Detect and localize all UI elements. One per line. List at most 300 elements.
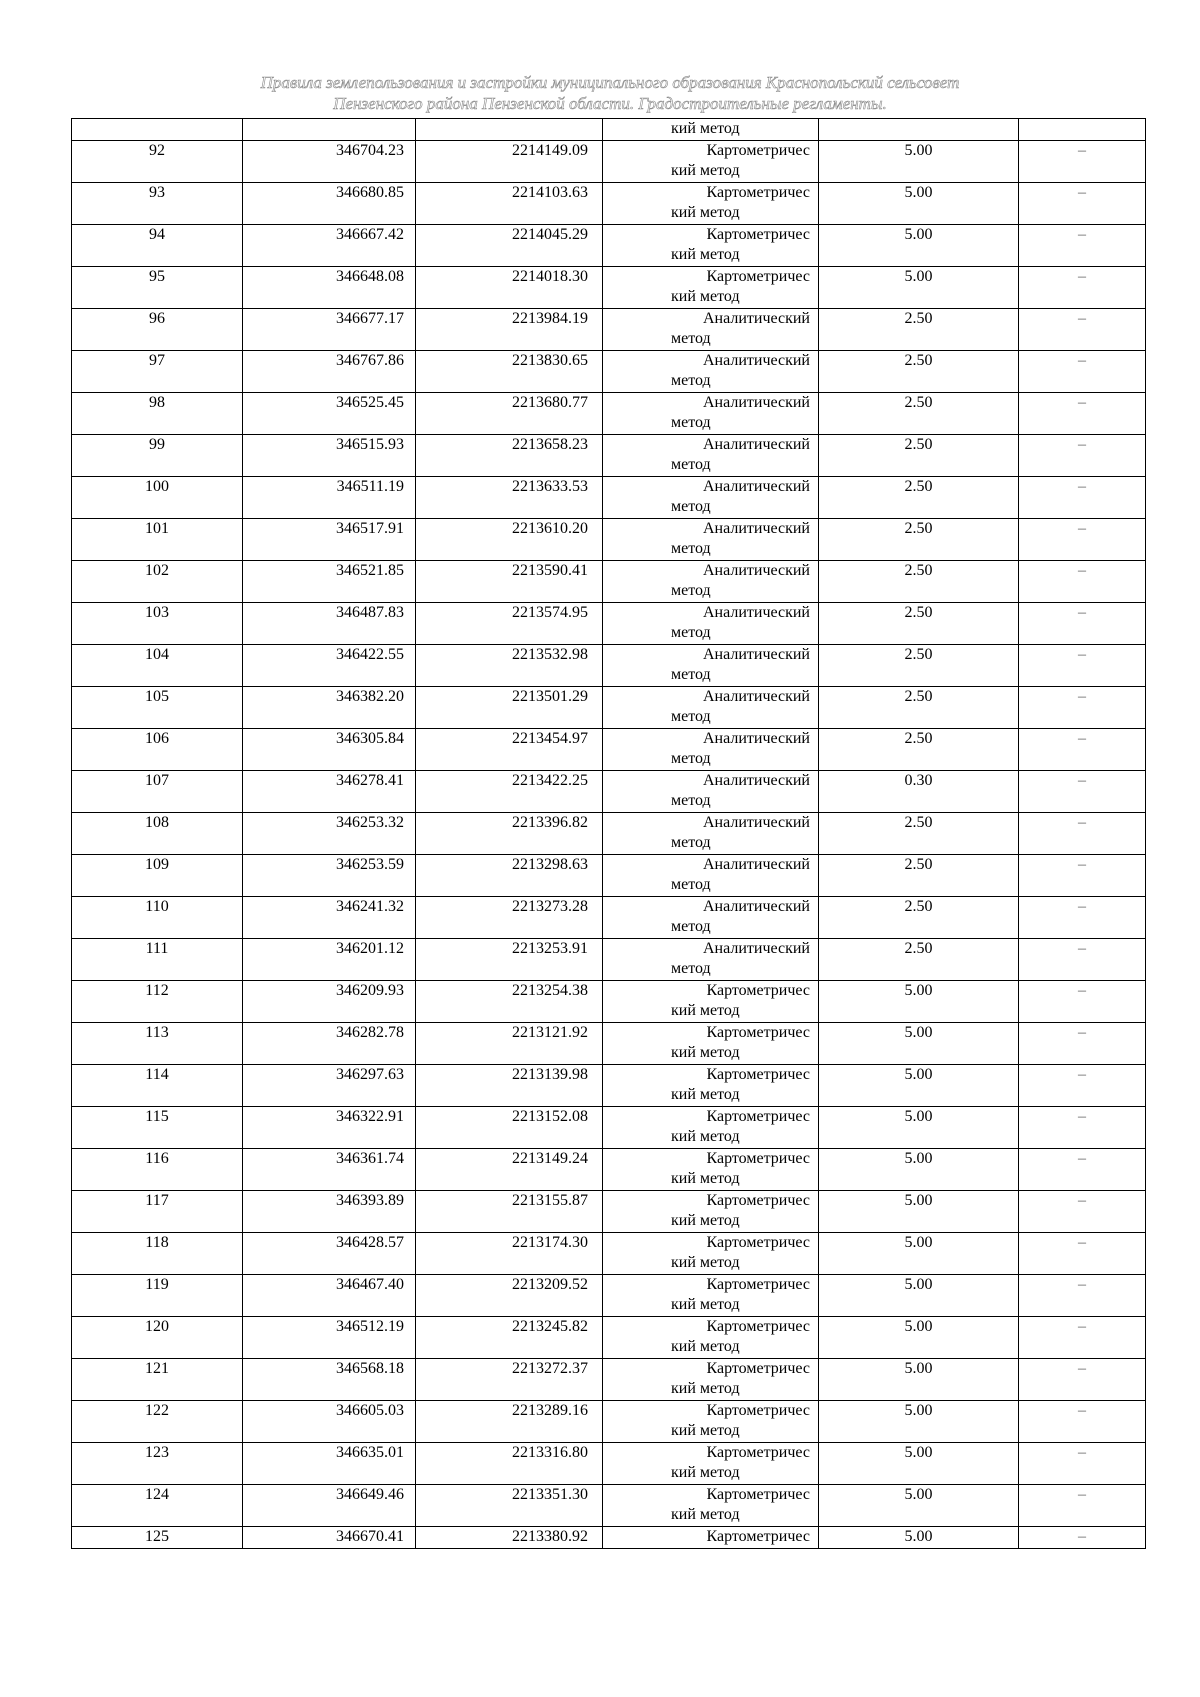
method-line-1: Аналитический (702, 436, 810, 453)
cell-accuracy: 5.00 (819, 183, 1019, 225)
cell-num: 124 (72, 1485, 243, 1527)
cell-note: – (1019, 1317, 1146, 1359)
table-row (72, 813, 1146, 855)
cell-accuracy (819, 119, 1019, 141)
method-line-1: Аналитический (702, 730, 810, 747)
table-row (72, 309, 1146, 351)
cell-x: 346241.32 (243, 897, 416, 939)
cell-note (1019, 119, 1146, 141)
cell-y: 2213351.30 (416, 1485, 603, 1527)
method-line-1: Аналитический (702, 688, 810, 705)
cell-y: 2213680.77 (416, 393, 603, 435)
cell-accuracy: 2.50 (819, 393, 1019, 435)
cell-y: 2213209.52 (416, 1275, 603, 1317)
cell-method (603, 1065, 819, 1107)
method-line-2: кий метод (671, 1338, 740, 1355)
cell-method (603, 519, 819, 561)
table-row (72, 435, 1146, 477)
cell-note: – (1019, 1107, 1146, 1149)
cell-method (603, 1149, 819, 1191)
cell-accuracy: 2.50 (819, 477, 1019, 519)
cell-num: 125 (72, 1527, 243, 1549)
cell-note: – (1019, 1485, 1146, 1527)
cell-method (603, 393, 819, 435)
cell-accuracy: 5.00 (819, 1191, 1019, 1233)
cell-accuracy: 5.00 (819, 1023, 1019, 1065)
cell-note: – (1019, 225, 1146, 267)
cell-x: 346512.19 (243, 1317, 416, 1359)
method-line-1: Картометричес (706, 268, 810, 285)
cell-y: 2213380.92 (416, 1527, 603, 1549)
cell-method (603, 687, 819, 729)
cell-method (603, 939, 819, 981)
cell-method (603, 309, 819, 351)
cell-method (603, 183, 819, 225)
cell-y: 2213422.25 (416, 771, 603, 813)
cell-accuracy: 0.30 (819, 771, 1019, 813)
cell-accuracy: 5.00 (819, 981, 1019, 1023)
cell-method (603, 141, 819, 183)
cell-num: 120 (72, 1317, 243, 1359)
method-line-2: кий метод (671, 1422, 740, 1439)
cell-method (603, 813, 819, 855)
cell-x: 346680.85 (243, 183, 416, 225)
cell-x: 346382.20 (243, 687, 416, 729)
method-line-2: кий метод (671, 1254, 740, 1271)
cell-x: 346209.93 (243, 981, 416, 1023)
cell-num: 92 (72, 141, 243, 183)
method-line-1: Картометричес (706, 1528, 810, 1545)
cell-x: 346322.91 (243, 1107, 416, 1149)
cell-y: 2214045.29 (416, 225, 603, 267)
cell-y: 2213272.37 (416, 1359, 603, 1401)
method-line-1: Картометричес (706, 1318, 810, 1335)
table-row-continuation (72, 119, 1146, 141)
method-line-1: Картометричес (706, 1360, 810, 1377)
table-row (72, 141, 1146, 183)
cell-accuracy: 5.00 (819, 1275, 1019, 1317)
cell-note: – (1019, 1527, 1146, 1549)
cell-method (603, 435, 819, 477)
table-row (72, 267, 1146, 309)
cell-num: 114 (72, 1065, 243, 1107)
cell-num: 96 (72, 309, 243, 351)
cell-y: 2213149.24 (416, 1149, 603, 1191)
cell-note: – (1019, 267, 1146, 309)
cell-accuracy: 5.00 (819, 1149, 1019, 1191)
cell-num: 101 (72, 519, 243, 561)
cell-note: – (1019, 855, 1146, 897)
cell-accuracy: 2.50 (819, 309, 1019, 351)
method-line-2: кий метод (671, 204, 740, 221)
cell-note: – (1019, 1023, 1146, 1065)
table-row (72, 1359, 1146, 1401)
table-row (72, 939, 1146, 981)
cell-num: 115 (72, 1107, 243, 1149)
cell-x: 346525.45 (243, 393, 416, 435)
table-row (72, 1107, 1146, 1149)
cell-num: 116 (72, 1149, 243, 1191)
cell-note: – (1019, 1149, 1146, 1191)
cell-note: – (1019, 1359, 1146, 1401)
cell-note: – (1019, 1233, 1146, 1275)
method-line-1: Аналитический (702, 940, 810, 957)
cell-num (72, 119, 243, 141)
method-line-2: метод (671, 750, 711, 767)
cell-x: 346517.91 (243, 519, 416, 561)
page-header-line-1: Правила землепользования и застройки муниципального образования Краснопольский сельсовет (260, 73, 960, 92)
cell-note: – (1019, 603, 1146, 645)
table-row (72, 645, 1146, 687)
cell-accuracy: 5.00 (819, 1233, 1019, 1275)
table-row (72, 1275, 1146, 1317)
method-line-1: Картометричес (706, 1402, 810, 1419)
cell-x: 346253.32 (243, 813, 416, 855)
method-line-2: кий метод (671, 1296, 740, 1313)
method-line-2: кий метод (671, 1506, 740, 1523)
method-line-2: кий метод (671, 120, 740, 137)
cell-x: 346648.08 (243, 267, 416, 309)
cell-method (603, 645, 819, 687)
cell-num: 123 (72, 1443, 243, 1485)
cell-y: 2214149.09 (416, 141, 603, 183)
method-line-2: кий метод (671, 1044, 740, 1061)
method-line-1: Картометричес (706, 1444, 810, 1461)
cell-note: – (1019, 729, 1146, 771)
cell-y: 2213254.38 (416, 981, 603, 1023)
cell-x: 346297.63 (243, 1065, 416, 1107)
cell-num: 94 (72, 225, 243, 267)
table-row (72, 1065, 1146, 1107)
cell-accuracy: 5.00 (819, 225, 1019, 267)
cell-y: 2213245.82 (416, 1317, 603, 1359)
cell-num: 122 (72, 1401, 243, 1443)
cell-accuracy: 5.00 (819, 1401, 1019, 1443)
cell-y: 2213532.98 (416, 645, 603, 687)
method-line-1: Картометричес (706, 1150, 810, 1167)
cell-accuracy: 5.00 (819, 1485, 1019, 1527)
cell-x: 346422.55 (243, 645, 416, 687)
method-line-2: метод (671, 372, 711, 389)
table-row (72, 1317, 1146, 1359)
cell-y: 2213155.87 (416, 1191, 603, 1233)
cell-accuracy: 5.00 (819, 1359, 1019, 1401)
cell-num: 109 (72, 855, 243, 897)
cell-note: – (1019, 141, 1146, 183)
cell-note: – (1019, 519, 1146, 561)
method-line-2: кий метод (671, 1464, 740, 1481)
cell-num: 102 (72, 561, 243, 603)
method-line-2: метод (671, 876, 711, 893)
cell-y: 2213501.29 (416, 687, 603, 729)
cell-num: 111 (72, 939, 243, 981)
cell-num: 93 (72, 183, 243, 225)
cell-method (603, 1275, 819, 1317)
method-line-1: Картометричес (706, 1108, 810, 1125)
cell-x: 346704.23 (243, 141, 416, 183)
method-line-2: метод (671, 918, 711, 935)
cell-y: 2213574.95 (416, 603, 603, 645)
method-line-1: Картометричес (706, 1234, 810, 1251)
cell-x: 346649.46 (243, 1485, 416, 1527)
cell-method (603, 1191, 819, 1233)
method-line-1: Аналитический (702, 478, 810, 495)
cell-method (603, 897, 819, 939)
method-line-2: метод (671, 792, 711, 809)
cell-accuracy: 2.50 (819, 729, 1019, 771)
cell-method (603, 1443, 819, 1485)
cell-num: 105 (72, 687, 243, 729)
method-line-2: метод (671, 414, 711, 431)
cell-accuracy: 5.00 (819, 267, 1019, 309)
method-line-2: метод (671, 624, 711, 641)
cell-x: 346282.78 (243, 1023, 416, 1065)
cell-x: 346667.42 (243, 225, 416, 267)
page-header (70, 72, 1150, 114)
cell-accuracy: 5.00 (819, 1527, 1019, 1549)
cell-num: 97 (72, 351, 243, 393)
cell-num: 108 (72, 813, 243, 855)
table-row (72, 351, 1146, 393)
cell-y: 2214018.30 (416, 267, 603, 309)
method-line-2: кий метод (671, 1212, 740, 1229)
table-row (72, 771, 1146, 813)
cell-num: 107 (72, 771, 243, 813)
cell-method (603, 561, 819, 603)
cell-note: – (1019, 393, 1146, 435)
cell-note: – (1019, 813, 1146, 855)
method-line-2: метод (671, 498, 711, 515)
cell-accuracy: 2.50 (819, 351, 1019, 393)
table-row (72, 183, 1146, 225)
cell-y: 2213139.98 (416, 1065, 603, 1107)
coordinates-table-body (72, 119, 1146, 1549)
cell-accuracy: 2.50 (819, 897, 1019, 939)
cell-method (603, 981, 819, 1023)
cell-accuracy: 2.50 (819, 561, 1019, 603)
cell-x: 346278.41 (243, 771, 416, 813)
cell-y: 2213590.41 (416, 561, 603, 603)
cell-x: 346767.86 (243, 351, 416, 393)
method-line-1: Аналитический (702, 898, 810, 915)
cell-method (603, 729, 819, 771)
cell-method (603, 1023, 819, 1065)
cell-num: 110 (72, 897, 243, 939)
table-row (72, 477, 1146, 519)
cell-note: – (1019, 897, 1146, 939)
method-line-1: Аналитический (702, 562, 810, 579)
method-line-2: кий метод (671, 1002, 740, 1019)
method-line-1: Картометричес (706, 1066, 810, 1083)
method-line-1: Картометричес (706, 1276, 810, 1293)
cell-num: 112 (72, 981, 243, 1023)
cell-num: 119 (72, 1275, 243, 1317)
cell-x: 346487.83 (243, 603, 416, 645)
table-row (72, 603, 1146, 645)
method-line-2: метод (671, 456, 711, 473)
cell-y: 2213316.80 (416, 1443, 603, 1485)
method-line-2: кий метод (671, 1380, 740, 1397)
cell-y: 2213658.23 (416, 435, 603, 477)
cell-method (603, 1107, 819, 1149)
cell-note: – (1019, 981, 1146, 1023)
cell-num: 106 (72, 729, 243, 771)
cell-note: – (1019, 687, 1146, 729)
cell-x: 346361.74 (243, 1149, 416, 1191)
cell-accuracy: 2.50 (819, 519, 1019, 561)
method-line-1: Картометричес (706, 982, 810, 999)
cell-note: – (1019, 351, 1146, 393)
cell-y: 2213830.65 (416, 351, 603, 393)
cell-accuracy: 5.00 (819, 1107, 1019, 1149)
table-row (72, 1233, 1146, 1275)
method-line-2: метод (671, 540, 711, 557)
cell-method (603, 477, 819, 519)
method-line-2: кий метод (671, 1128, 740, 1145)
table-row (72, 393, 1146, 435)
cell-accuracy: 2.50 (819, 435, 1019, 477)
method-line-1: Аналитический (702, 856, 810, 873)
cell-y: 2213984.19 (416, 309, 603, 351)
cell-y: 2213273.28 (416, 897, 603, 939)
table-row (72, 1401, 1146, 1443)
cell-y: 2213174.30 (416, 1233, 603, 1275)
method-line-1: Картометричес (706, 226, 810, 243)
cell-num: 98 (72, 393, 243, 435)
cell-method (603, 1317, 819, 1359)
table-row (72, 981, 1146, 1023)
method-line-2: кий метод (671, 288, 740, 305)
method-line-2: метод (671, 582, 711, 599)
cell-num: 100 (72, 477, 243, 519)
cell-y: 2213298.63 (416, 855, 603, 897)
coordinates-table (71, 118, 1146, 1549)
cell-note: – (1019, 183, 1146, 225)
cell-method (603, 1401, 819, 1443)
table-row (72, 687, 1146, 729)
cell-note: – (1019, 435, 1146, 477)
cell-x: 346521.85 (243, 561, 416, 603)
method-line-1: Аналитический (702, 310, 810, 327)
cell-method (603, 1527, 819, 1549)
cell-y: 2213633.53 (416, 477, 603, 519)
method-line-2: метод (671, 708, 711, 725)
method-line-1: Картометричес (706, 1024, 810, 1041)
cell-x: 346635.01 (243, 1443, 416, 1485)
method-line-1: Аналитический (702, 394, 810, 411)
cell-method (603, 1485, 819, 1527)
table-row (72, 1443, 1146, 1485)
cell-x: 346428.57 (243, 1233, 416, 1275)
table-row (72, 897, 1146, 939)
cell-x: 346467.40 (243, 1275, 416, 1317)
cell-note: – (1019, 645, 1146, 687)
method-line-1: Картометричес (706, 184, 810, 201)
cell-accuracy: 5.00 (819, 1443, 1019, 1485)
cell-x: 346568.18 (243, 1359, 416, 1401)
cell-method (603, 1359, 819, 1401)
table-row (72, 1485, 1146, 1527)
table-row (72, 519, 1146, 561)
method-line-2: кий метод (671, 246, 740, 263)
cell-accuracy: 5.00 (819, 1317, 1019, 1359)
cell-num: 99 (72, 435, 243, 477)
cell-accuracy: 2.50 (819, 939, 1019, 981)
cell-note: – (1019, 1065, 1146, 1107)
method-line-1: Аналитический (702, 772, 810, 789)
method-line-1: Аналитический (702, 646, 810, 663)
cell-num: 103 (72, 603, 243, 645)
cell-method (603, 119, 819, 141)
cell-method (603, 771, 819, 813)
method-line-1: Аналитический (702, 814, 810, 831)
method-line-2: метод (671, 330, 711, 347)
table-row (72, 1191, 1146, 1233)
cell-note: – (1019, 939, 1146, 981)
cell-method (603, 603, 819, 645)
table-row (72, 729, 1146, 771)
table-row (72, 1527, 1146, 1549)
cell-accuracy: 2.50 (819, 603, 1019, 645)
table-row (72, 1023, 1146, 1065)
cell-note: – (1019, 771, 1146, 813)
cell-y: 2214103.63 (416, 183, 603, 225)
cell-x: 346305.84 (243, 729, 416, 771)
cell-y: 2213289.16 (416, 1401, 603, 1443)
cell-x: 346201.12 (243, 939, 416, 981)
cell-x: 346253.59 (243, 855, 416, 897)
cell-y: 2213152.08 (416, 1107, 603, 1149)
cell-x: 346670.41 (243, 1527, 416, 1549)
cell-note: – (1019, 561, 1146, 603)
method-line-2: метод (671, 666, 711, 683)
cell-accuracy: 5.00 (819, 1065, 1019, 1107)
cell-num: 113 (72, 1023, 243, 1065)
method-line-1: Картометричес (706, 142, 810, 159)
cell-method (603, 267, 819, 309)
cell-x: 346605.03 (243, 1401, 416, 1443)
cell-num: 95 (72, 267, 243, 309)
cell-note: – (1019, 1401, 1146, 1443)
cell-y: 2213121.92 (416, 1023, 603, 1065)
cell-method (603, 1233, 819, 1275)
cell-num: 121 (72, 1359, 243, 1401)
cell-y: 2213253.91 (416, 939, 603, 981)
cell-num: 104 (72, 645, 243, 687)
cell-method (603, 855, 819, 897)
cell-x: 346515.93 (243, 435, 416, 477)
method-line-2: кий метод (671, 1170, 740, 1187)
cell-note: – (1019, 1275, 1146, 1317)
cell-x (243, 119, 416, 141)
cell-y: 2213610.20 (416, 519, 603, 561)
cell-note: – (1019, 1443, 1146, 1485)
table-row (72, 561, 1146, 603)
cell-y: 2213396.82 (416, 813, 603, 855)
cell-x: 346393.89 (243, 1191, 416, 1233)
cell-num: 118 (72, 1233, 243, 1275)
cell-note: – (1019, 477, 1146, 519)
method-line-1: Картометричес (706, 1486, 810, 1503)
method-line-2: кий метод (671, 162, 740, 179)
cell-method (603, 351, 819, 393)
method-line-1: Аналитический (702, 604, 810, 621)
cell-y: 2213454.97 (416, 729, 603, 771)
cell-accuracy: 2.50 (819, 855, 1019, 897)
cell-method (603, 225, 819, 267)
cell-x: 346511.19 (243, 477, 416, 519)
method-line-2: метод (671, 960, 711, 977)
